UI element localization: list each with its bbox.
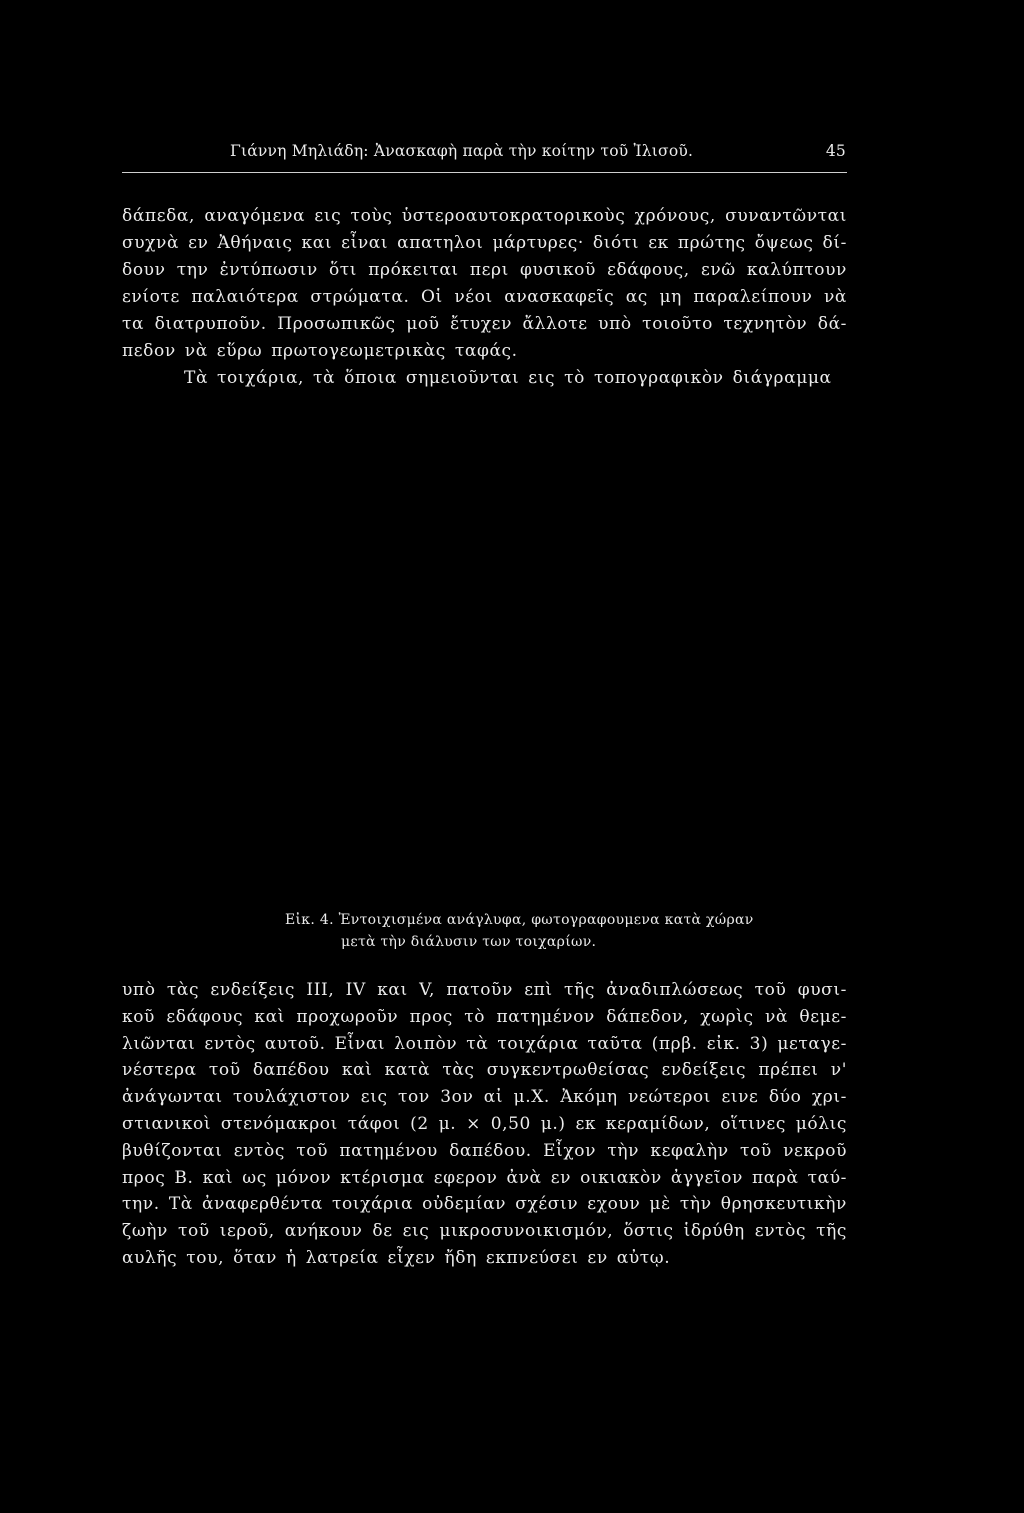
paragraph-1 (122, 203, 847, 392)
caption-line: Εἰκ. 4. Ἐντοιχισμένα ανάγλυφα, φωτογραφουμενα κατὰ χώραν (285, 912, 754, 928)
figure-image (110, 420, 870, 880)
text-line: ζωὴν τοῦ ιεροῦ, ανήκουν δε εις μικροσυνοικισμόν, ὅστις ἱδρύθη εντὸς τῆς (122, 1221, 847, 1242)
page-number: 45 (825, 142, 846, 160)
text-line: Τὰ τοιχάρια, τὰ ὅποια σημειοῦνται εις τὸ τοπογραφικὸν διάγραμμα (184, 368, 832, 388)
caption-line: μετὰ τὴν διάλυσιν των τοιχαρίων. (341, 934, 597, 950)
text-line: νέστερα τοῦ δαπέδου καὶ κατὰ τὰς συγκεντρωθείσας ενδείξεις πρέπει ν' (122, 1060, 847, 1081)
text-line: συχνὰ εν Ἀθήναις και εἶναι απατηλοι μάρτυρες· διότι εκ πρώτης ὄψεως δί- (122, 233, 847, 253)
paragraph-2 (122, 977, 847, 1299)
text-line: πεδον νὰ εὕρω πρωτογεωμετρικὰς ταφάς. (122, 341, 518, 361)
text-line: ενίοτε παλαιότερα στρώματα. Οἱ νέοι ανασκαφεῖς ας μη παραλείπουν νὰ (122, 287, 847, 307)
text-line: προς Β. καὶ ως μόνον κτέρισμα εφερον ἀνὰ εν οικιακὸν ἀγγεῖον παρὰ ταύ- (122, 1167, 847, 1188)
figure-caption (285, 909, 845, 953)
text-line: ἀνάγωνται τουλάχιστον εις τον 3ον αἰ μ.Χ. Ἀκόμη νεώτεροι εινε δύο χρι- (122, 1087, 847, 1108)
text-line: δάπεδα, αναγόμενα εις τοὺς ὑστεροαυτοκρατορικοὺς χρόνους, συναντῶνται (122, 206, 847, 226)
text-line: λιῶνται εντὸς αυτοῦ. Εἶναι λοιπὸν τὰ τοιχάρια ταῦτα (πρβ. εἰκ. 3) μεταγε- (122, 1033, 847, 1054)
text-line: δουν την ἐντύπωσιν ὅτι πρόκειται περι φυσικοῦ εδάφους, ενῶ καλύπτουν (122, 260, 847, 280)
text-line: αυλῆς του, ὅταν ἡ λατρεία εἶχεν ἤδη εκπνεύσει εν αὐτῳ. (122, 1247, 671, 1268)
text-line: στιανικοὶ στενόμακροι τάφοι (2 μ. × 0,50 μ.) εκ κεραμίδων, οἵτινες μόλις (122, 1113, 847, 1134)
text-line: βυθίζονται εντὸς τοῦ πατημένου δαπέδου. Εἶχον τὴν κεφαλὴν τοῦ νεκροῦ (122, 1140, 847, 1161)
header-rule (122, 172, 847, 173)
running-header (230, 142, 846, 160)
running-title: Γιάννη Μηλιάδη: Ἀνασκαφὴ παρὰ τὴν κοίτην τοῦ Ἰλισοῦ. (230, 142, 694, 160)
text-line: την. Τὰ ἀναφερθέντα τοιχάρια οὐδεμίαν σχέσιν εχουν μὲ τὴν θρησκευτικὴν (122, 1194, 847, 1215)
text-line: κοῦ εδάφους καὶ προχωροῦν προς τὸ πατημένον δάπεδον, χωρὶς νὰ θεμε- (122, 1006, 847, 1027)
text-line: τα διατρυποῦν. Προσωπικῶς μοῦ ἔτυχεν ἄλλοτε υπὸ τοιοῦτο τεχνητὸν δά- (122, 314, 847, 334)
text-line: υπὸ τὰς ενδείξεις III, IV και V, πατοῦν επὶ τῆς ἀναδιπλώσεως τοῦ φυσι- (122, 980, 847, 1000)
